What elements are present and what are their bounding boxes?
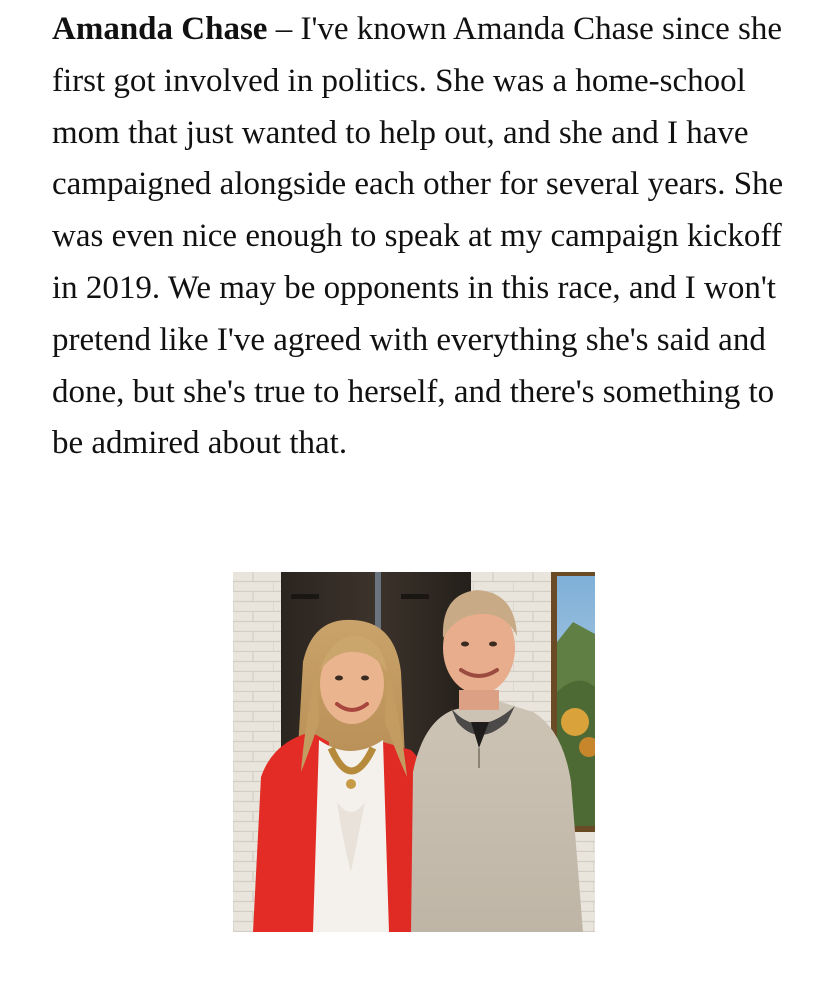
endorsement-paragraph <box>52 4 792 470</box>
endorsement-name: Amanda Chase <box>52 11 268 47</box>
endorsement-body: I've known Amanda Chase since she first got involved in politics. She was a home-school mom that just wanted to help out, and she and I have campaigned alongside each other for several years. She was even nice enough to speak at my campaign kickoff in 2019. We may be opponents in this race, and I won't pretend like I've agreed with everything she's said and done, but she's true to herself, and there's something to be admired about that. <box>52 11 784 462</box>
endorsement-photo <box>233 572 595 932</box>
endorsement-separator: – <box>267 11 301 47</box>
